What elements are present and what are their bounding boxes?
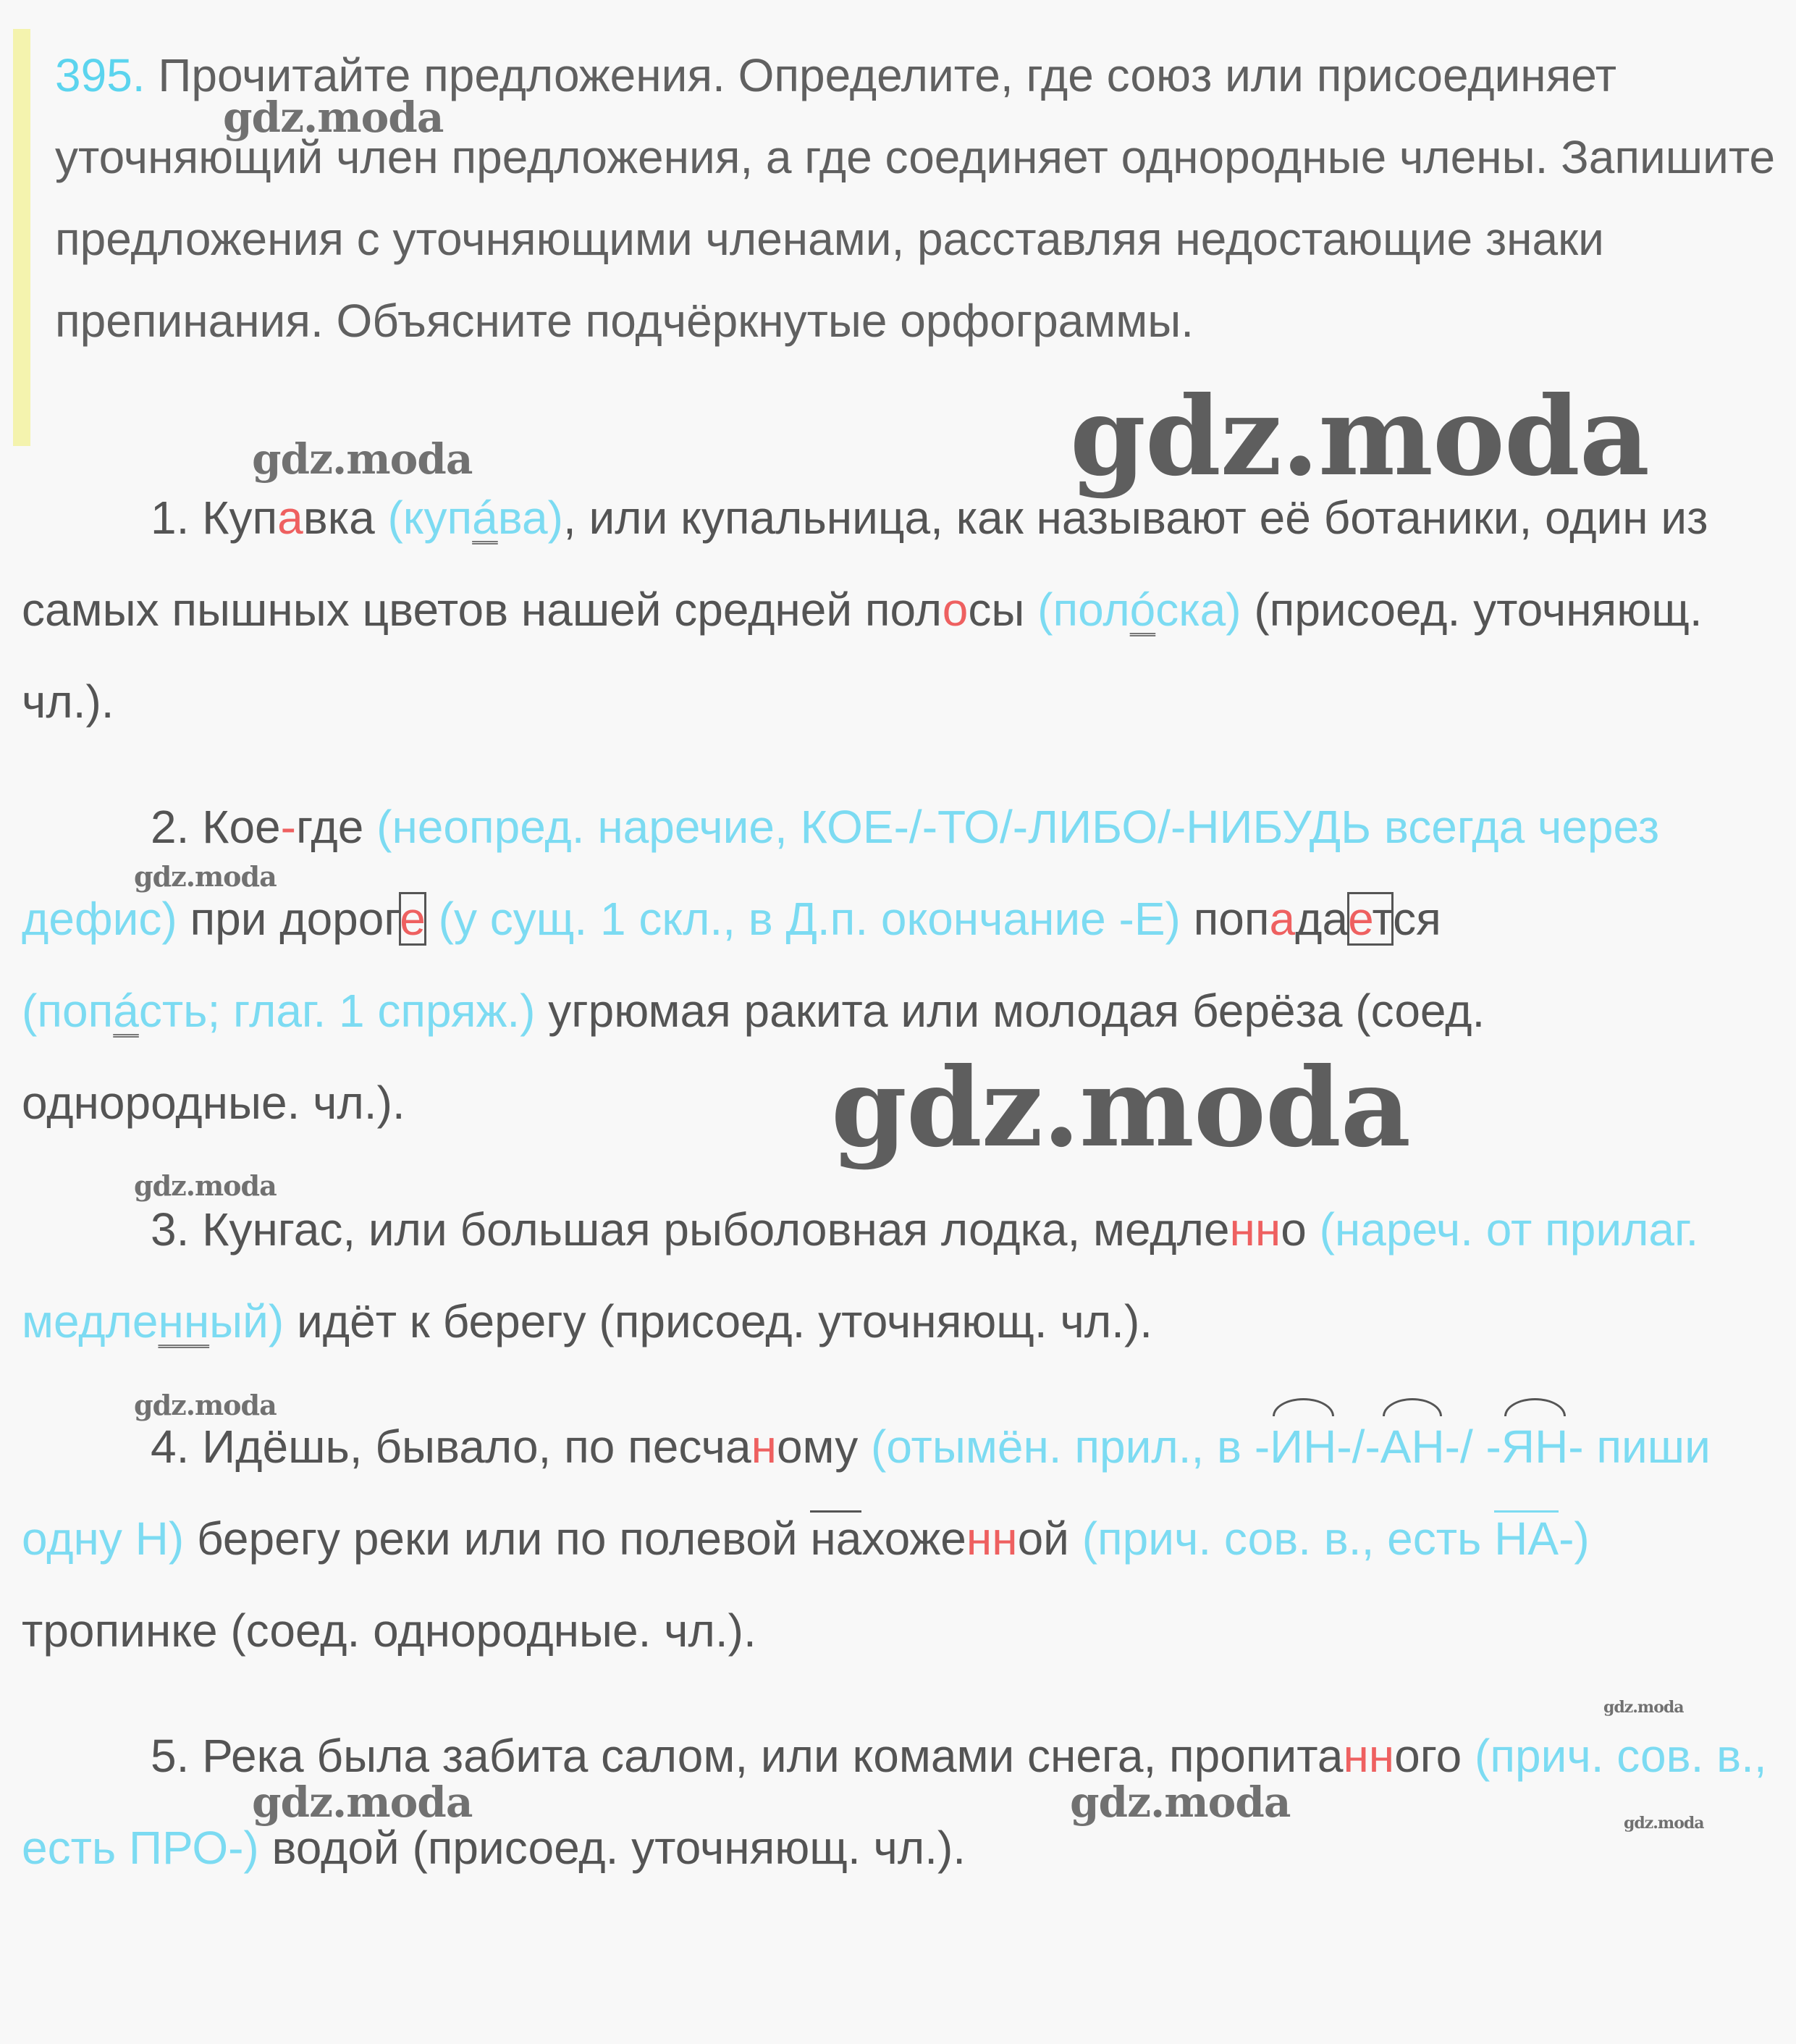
rule-comment: (неопред. наречие, КОЕ-/-ТО/-ЛИБО/-НИБУДЬ всегда через дефис) xyxy=(22,801,1660,945)
text: где xyxy=(295,801,364,853)
spelling-letter: нн xyxy=(1229,1203,1281,1256)
text: Идёшь, бывало, по песча xyxy=(202,1421,751,1473)
text: о xyxy=(1281,1203,1307,1256)
rule-comment: (отымён. прил., в -ИН-/-АН-/ -ЯН- пиши одну Н) xyxy=(22,1421,1711,1565)
text: ому xyxy=(776,1421,859,1473)
watermark: gdz.moda xyxy=(134,1389,277,1421)
text: Куп xyxy=(202,492,278,544)
text: , или купальница, как называют её ботаники, один из самых пышных цветов нашей средней пол xyxy=(22,492,1708,636)
text: угрюмая ракита или молодая берёза (соед. однородные. чл.). xyxy=(22,985,1485,1129)
spelling-letter: н xyxy=(751,1421,777,1473)
task-highlight-bar xyxy=(13,29,30,446)
rule-comment: (попáсть; глаг. 1 спряж.) xyxy=(22,985,536,1037)
sentence-4 xyxy=(22,1401,1774,1677)
text: Река была забита салом, или комами снега, пропита xyxy=(202,1730,1344,1782)
sentence-3 xyxy=(22,1184,1774,1368)
watermark: gdz.moda xyxy=(831,1044,1411,1172)
text: вка xyxy=(303,492,375,544)
spelling-letter: нн xyxy=(1343,1730,1395,1782)
watermark: gdz.moda xyxy=(1624,1814,1704,1833)
item-number: 2. xyxy=(151,801,190,853)
rule-comment: (у сущ. 1 скл., в Д.п. окончание -Е) xyxy=(438,893,1181,945)
watermark: gdz.moda xyxy=(252,1778,473,1827)
watermark: gdz.moda xyxy=(134,860,277,893)
item-number: 5. xyxy=(151,1730,190,1782)
item-number: 3. xyxy=(151,1203,190,1256)
watermark: gdz.moda xyxy=(1603,1698,1684,1717)
text: Кунгас, или большая рыболовная лодка, медле xyxy=(202,1203,1230,1256)
watermark: gdz.moda xyxy=(1070,1778,1291,1827)
text: Кое xyxy=(202,801,281,853)
watermark: gdz.moda xyxy=(223,93,444,142)
text: сы xyxy=(968,584,1025,636)
ending-box: е xyxy=(400,893,426,945)
text: (присоед. уточняющ. чл.). xyxy=(22,584,1703,728)
check-word: (купáва) xyxy=(387,492,563,544)
rule-comment: (нареч. от прилаг. медленный) xyxy=(22,1203,1699,1347)
rule-comment: (прич. сов. в., есть ПРО-) xyxy=(22,1730,1767,1874)
item-number: 1. xyxy=(151,492,190,544)
text: тропинке (соед. однородные. чл.). xyxy=(22,1605,756,1657)
watermark: gdz.moda xyxy=(1070,373,1650,500)
spelling-letter: о xyxy=(942,584,969,636)
text: водой (присоед. уточняющ. чл.). xyxy=(271,1822,966,1874)
task-text: Прочитайте предложения. Определите, где союз или присоединяет уточняющий член предложения, а где соединяет однородные члены. Запишите предложения с уточняющими членами, расставляя недостающие знаки препинания. Объясните подчёркнутые орфограммы. xyxy=(55,49,1776,347)
sentence-1 xyxy=(22,472,1774,748)
spelling-letter: а xyxy=(277,492,303,544)
verb-word: попадается xyxy=(1193,893,1441,945)
text: берегу реки или по полевой нахоженной xyxy=(197,1510,1069,1565)
text: идёт к берегу (присоед. уточняющ. чл.). xyxy=(297,1295,1153,1347)
rule-comment: (прич. сов. в., есть НА-) xyxy=(1082,1510,1590,1565)
watermark: gdz.moda xyxy=(252,434,473,484)
text: при дорог xyxy=(190,893,400,945)
task-number: 395. xyxy=(55,49,146,101)
task-block xyxy=(55,35,1778,362)
check-word: (полóска) xyxy=(1037,584,1241,636)
spelling-letter: - xyxy=(280,801,296,853)
watermark: gdz.moda xyxy=(134,1169,277,1202)
item-number: 4. xyxy=(151,1421,190,1473)
text: ого xyxy=(1394,1730,1462,1782)
